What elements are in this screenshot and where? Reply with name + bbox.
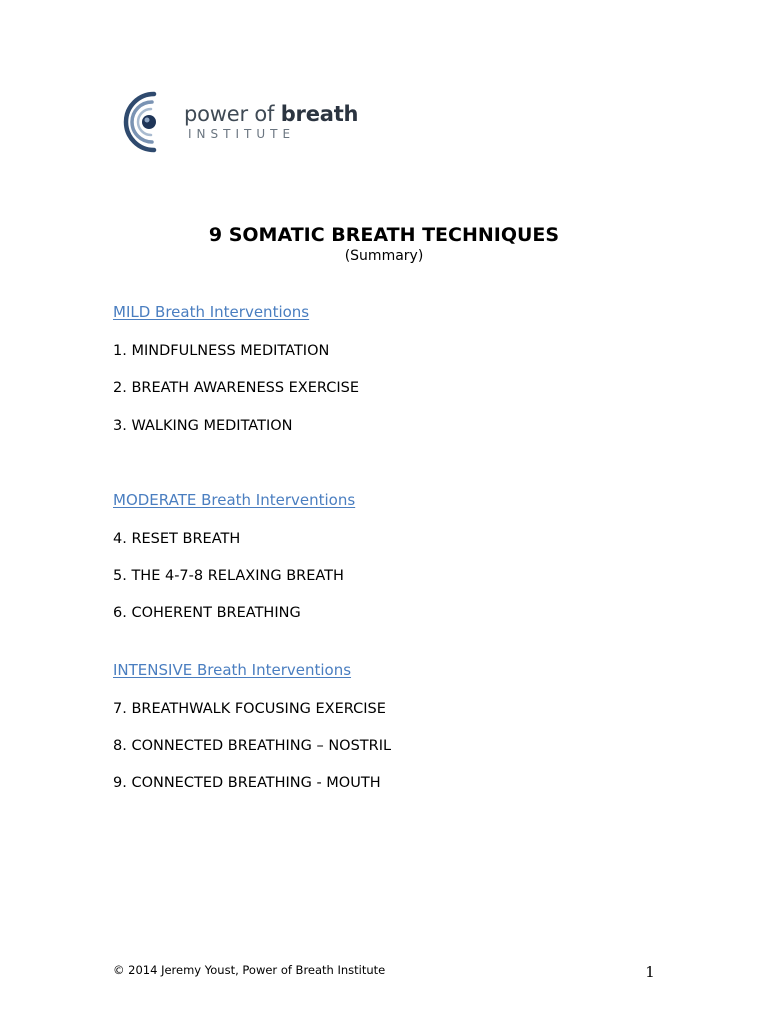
institute-logo bbox=[120, 90, 360, 154]
list-item: 8. CONNECTED BREATHING – NOSTRIL bbox=[113, 738, 392, 754]
logo-name-strong: breath bbox=[280, 102, 359, 126]
breath-logo-icon bbox=[120, 90, 180, 154]
list-item: 9. CONNECTED BREATHING - MOUTH bbox=[113, 775, 381, 791]
logo-tagline: INSTITUTE bbox=[188, 127, 296, 141]
list-item: 2. BREATH AWARENESS EXERCISE bbox=[113, 380, 360, 396]
list-item: 6. COHERENT BREATHING bbox=[113, 605, 301, 621]
document-subtitle: (Summary) bbox=[344, 248, 424, 264]
list-item: 4. RESET BREATH bbox=[113, 531, 241, 547]
page-number: 1 bbox=[645, 963, 655, 981]
section-heading-mild[interactable]: MILD Breath Interventions bbox=[113, 303, 310, 321]
list-item: 7. BREATHWALK FOCUSING EXERCISE bbox=[113, 701, 386, 717]
logo-name-prefix: power of bbox=[184, 102, 281, 126]
logo-wordmark bbox=[184, 102, 358, 126]
document-title: 9 SOMATIC BREATH TECHNIQUES bbox=[208, 224, 560, 246]
section-heading-intensive[interactable]: INTENSIVE Breath Interventions bbox=[113, 661, 352, 679]
list-item: 5. THE 4-7-8 RELAXING BREATH bbox=[113, 568, 344, 584]
list-item: 3. WALKING MEDITATION bbox=[113, 418, 293, 434]
footer-copyright: © 2014 Jeremy Youst, Power of Breath Institute bbox=[113, 963, 386, 977]
section-heading-moderate[interactable]: MODERATE Breath Interventions bbox=[113, 491, 356, 509]
list-item: 1. MINDFULNESS MEDITATION bbox=[113, 343, 330, 359]
